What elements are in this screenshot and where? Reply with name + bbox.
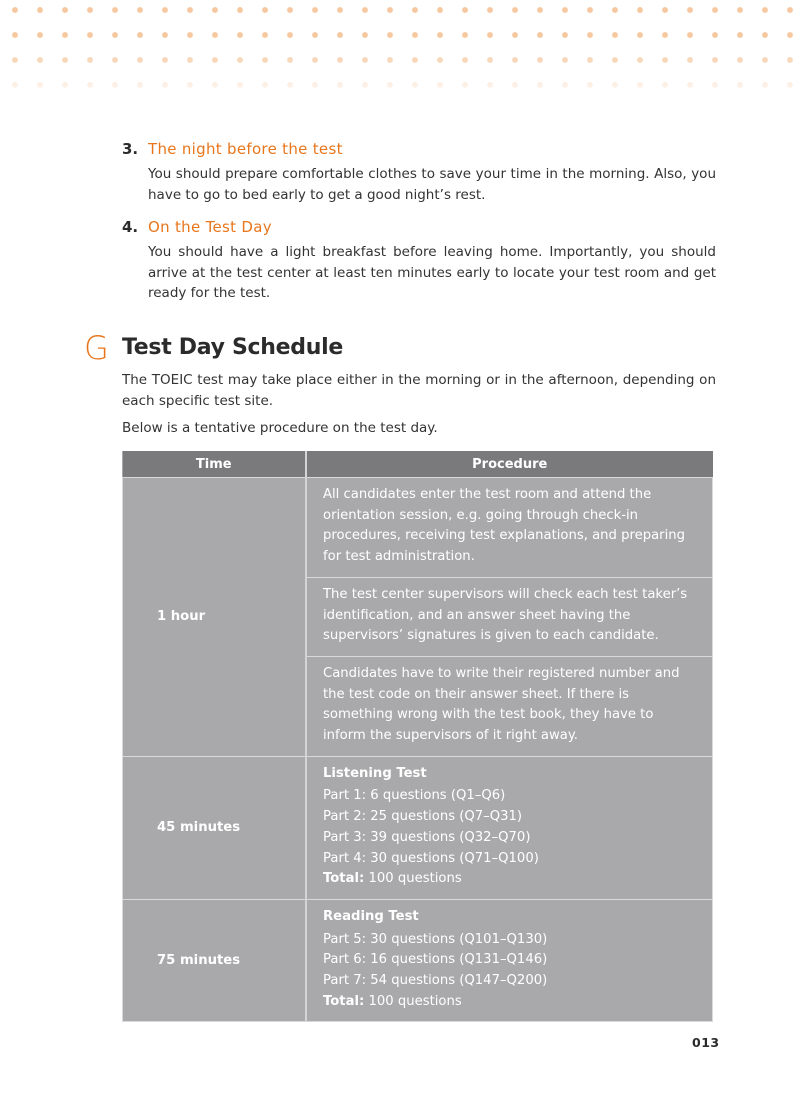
tip-heading [122,140,716,158]
reading-total [323,992,696,1013]
table-row [123,756,713,899]
listening-part: Part 3: 39 questions (Q32–Q70) [323,829,531,845]
listening-part: Part 1: 6 questions (Q1–Q6) [323,788,506,804]
tip-title: On the Test Day [148,218,272,236]
total-label: Total: [323,993,365,1009]
tip-body: You should prepare comfortable clothes to save your time in the morning. Also, you have to go to bed early to get a good night’s rest. [148,166,716,203]
page-number: 013 [692,1035,720,1050]
schedule-table [122,451,713,1022]
reading-procedure-cell [306,899,713,1022]
listening-part: Part 2: 25 questions (Q7–Q31) [323,809,523,825]
section-letter: G [84,329,109,367]
total-value: 100 questions [368,871,462,887]
tip-title: The night before the test [148,140,343,158]
decorative-dot-pattern [0,0,800,100]
reading-part: Part 7: 54 questions (Q147–Q200) [323,973,548,989]
procedure-column-header: Procedure [306,451,713,478]
section-title: Test Day Schedule [122,335,343,360]
total-label: Total: [323,871,365,887]
procedure-cell: The test center supervisors will check each test taker’s identification, and an answer sheet having the supervisors’ signatures is given to each candidate. [306,577,713,656]
tip-number: 3. [122,140,139,158]
time-cell: 45 minutes [123,756,307,899]
table-row [123,478,713,578]
table-row [123,899,713,1022]
reading-part: Part 5: 30 questions (Q101–Q130) [323,931,548,947]
tip-number: 4. [122,218,139,236]
listening-total [323,869,696,890]
time-cell: 75 minutes [123,899,307,1022]
time-column-header: Time [123,451,307,478]
listening-title: Listening Test [323,765,427,781]
tip-body: You should have a light breakfast before leaving home. Importantly, you should arrive at the test center at least ten minutes early to locate your test room and get ready for the test. [148,244,716,301]
section-lead: Below is a tentative procedure on the test day. [122,420,438,436]
time-cell: 1 hour [123,478,307,757]
table-header-row [123,451,713,478]
tip-test-day [122,218,716,304]
section-intro: The TOEIC test may take place either in the morning or in the afternoon, depending on each specific test site. [122,372,716,409]
tip-night-before [122,140,716,205]
reading-part: Part 6: 16 questions (Q131–Q146) [323,952,548,968]
listening-part: Part 4: 30 questions (Q71–Q100) [323,850,539,866]
total-value: 100 questions [368,993,462,1009]
procedure-cell: All candidates enter the test room and attend the orientation session, e.g. going through check-in procedures, receiving test explanations, and preparing for test administration. [306,478,713,578]
reading-title: Reading Test [323,908,419,924]
procedure-cell: Candidates have to write their registered number and the test code on their answer sheet. If there is something wrong with the test book, they have to inform the supervisors of it right away. [306,656,713,756]
listening-procedure-cell [306,756,713,899]
tip-heading [122,218,716,236]
